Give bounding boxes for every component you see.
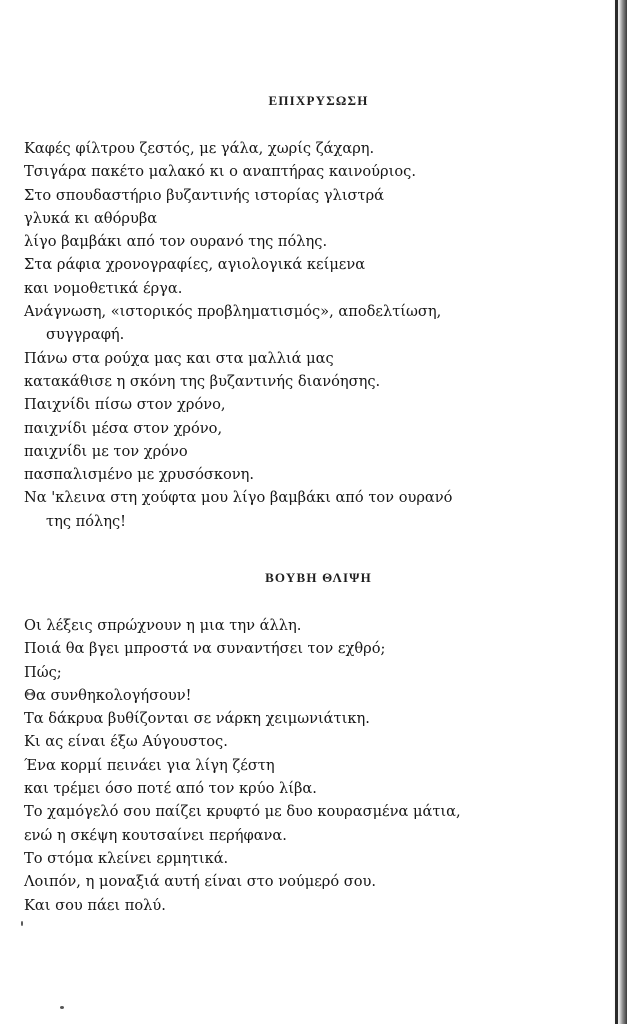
poem-line: Στο σπουδαστήριο βυζαντινής ιστορίας γλιστρά [24,186,385,204]
poem-line: Κι ας είναι έξω Αύγουστος. [24,733,228,751]
poem-line: Ανάγνωση, «ιστορικός προβληματισμός», αποδελτίωση, [24,303,442,321]
poem-line: Στα ράφια χρονογραφίες, αγιολογικά κείμενα [24,256,366,274]
poem-line: Και σου πάει πολύ. [24,896,166,914]
poem-line: Να 'κλεινα στη χούφτα μου λίγο βαμβάκι από τον ουρανό [24,489,453,507]
poem-line: και νομοθετικά έργα. [24,279,183,297]
poem-line: Το στόμα κλείνει ερμητικά. [24,849,229,867]
poem-lines [24,137,597,533]
poem-line: Πώς; [24,663,62,681]
poem-line-continuation: συγγραφή. [46,326,125,344]
poem-epichrysosi [24,93,597,533]
page-edge-line [615,0,618,1024]
poem-line: Ποιά θα βγει μπροστά να συναντήσει τον εχθρό; [24,640,386,658]
poem-lines [24,614,597,917]
poem-line: Τα δάκρυα βυθίζονται σε νάρκη χειμωνιάτικη. [24,710,370,728]
poem-title: ΒΟΥΒΗ ΘΛΙΨΗ [265,570,372,585]
poem-line: Θα συνθηκολογήσουν! [24,686,192,704]
poem-line: Ένα κορμί πεινάει για λίγη ζέστη [24,756,275,774]
scan-speck [21,921,23,926]
scan-speck [60,1006,64,1009]
poem-line: λίγο βαμβάκι από τον ουρανό της πόλης. [24,233,328,251]
poem-line: Λοιπόν, η μοναξιά αυτή είναι στο νούμερό σου. [24,873,377,891]
poem-line: Το χαμόγελό σου παίζει κρυφτό με δυο κουρασμένα μάτια, [24,803,461,821]
poem-title: ΕΠΙΧΡΥΣΩΣΗ [268,93,369,108]
poem-line: Τσιγάρα πακέτο μαλακό κι ο αναπτήρας καινούριος. [24,163,416,181]
poem-vouvi-thlipsi [24,570,597,917]
poem-line: γλυκά κι αθόρυβα [24,209,158,227]
poem-line: πασπαλισμένο με χρυσόσκονη. [24,466,254,484]
poem-line: Οι λέξεις σπρώχνουν η μια την άλλη. [24,617,302,634]
poem-line: παιχνίδι με τον χρόνο [24,442,188,460]
poem-line: Πάνω στα ρούχα μας και στα μαλλιά μας [24,349,334,367]
poem-line: Καφές φίλτρου ζεστός, με γάλα, χωρίς ζάχαρη. [24,140,375,157]
poem-line: παιχνίδι μέσα στον χρόνο, [24,419,223,437]
poem-line: ενώ η σκέψη κουτσαίνει περήφανα. [24,826,287,844]
poem-line-continuation: της πόλης! [46,512,127,530]
poem-line: Παιχνίδι πίσω στον χρόνο, [24,396,226,414]
poem-line: κατακάθισε η σκόνη της βυζαντινής διανόησης. [24,372,381,390]
poem-line: και τρέμει όσο ποτέ από τον κρύο λίβα. [24,780,317,798]
